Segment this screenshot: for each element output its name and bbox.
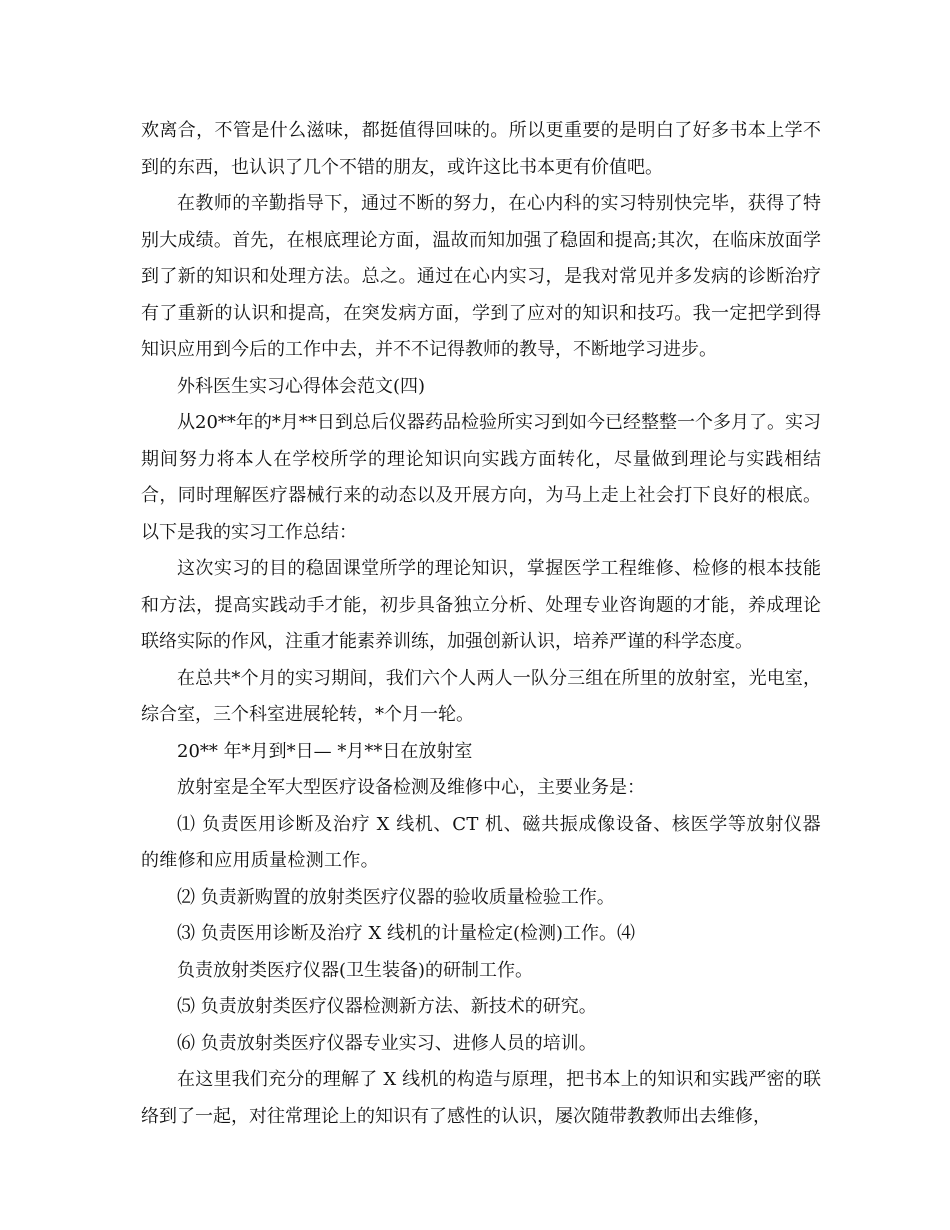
- list-item-5: ⑸ 负责放射类医疗仪器检测新方法、新技术的研究。: [177, 996, 597, 1017]
- list-item-6: ⑹ 负责放射类医疗仪器专业实习、进修人员的培训。: [177, 1032, 597, 1054]
- paragraph-final: 在这里我们充分的理解了 X 线机的构造与原理，把书本上的知识和实践严密的联络到了一起，对往常理论上的知识有了感性的认识，屡次随带教教师出去维修，: [141, 1069, 821, 1127]
- paragraph-date-range: 20** 年*月到*日— *月**日在放射室: [177, 740, 473, 762]
- paragraph-4: 这次实习的目的稳固课堂所学的理论知识，掌握医学工程维修、检修的根本技能和方法，提高实践动手才能，初步具备独立分析、处理专业咨询题的才能，养成理论联络实际的作风，注重才能素养训练，加强创新认识，培养严谨的科学态度。: [141, 558, 821, 652]
- paragraph-radiology-intro: 放射室是全军大型医疗设备检测及维修中心，主要业务是：: [177, 777, 645, 798]
- list-item-3: ⑶ 负责医用诊断及治疗 X 线机的计量检定(检测)工作。⑷: [177, 923, 636, 944]
- paragraph-2: 在教师的辛勤指导下，通过不断的努力，在心内科的实习特别快完毕，获得了特别大成绩。首先，在根底理论方面，温故而知加强了稳固和提高;其次，在临床放面学到了新的知识和处理方法。总之。通过在心内实习，是我对常见并多发病的诊断治疗有了重新的认识和提高，在突发病方面，学到了应对的知识和技巧。我一定把学到得知识应用到今后的工作中去，并不不记得教师的教导，不断地学习进步。: [141, 193, 821, 360]
- list-item-1: ⑴ 负责医用诊断及治疗 X 线机、CT 机、磁共振成像设备、核医学等放射仪器的维修和应用质量检测工作。: [141, 813, 821, 871]
- document-body: [141, 113, 821, 1135]
- list-item-4: 负责放射类医疗仪器(卫生装备)的研制工作。: [177, 959, 534, 981]
- list-item-2: ⑵ 负责新购置的放射类医疗仪器的验收质量检验工作。: [177, 886, 615, 908]
- section-heading: 外科医生实习心得体会范文(四): [177, 375, 426, 397]
- paragraph-3: 从20**年的*月**日到总后仪器药品检验所实习到如今已经整整一个多月了。实习期间努力将本人在学校所学的理论知识向实践方面转化，尽量做到理论与实践相结合，同时理解医疗器械行来的动态以及开展方向，为马上走上社会打下良好的根底。以下是我的实习工作总结：: [141, 412, 821, 543]
- paragraph-5: 在总共*个月的实习期间，我们六个人两人一队分三组在所里的放射室，光电室，综合室，三个科室进展轮转，*个月一轮。: [141, 667, 821, 725]
- paragraph-1: 欢离合，不管是什么滋味，都挺值得回味的。所以更重要的是明白了好多书本上学不到的东西，也认识了几个不错的朋友，或许这比书本更有价值吧。: [141, 120, 821, 178]
